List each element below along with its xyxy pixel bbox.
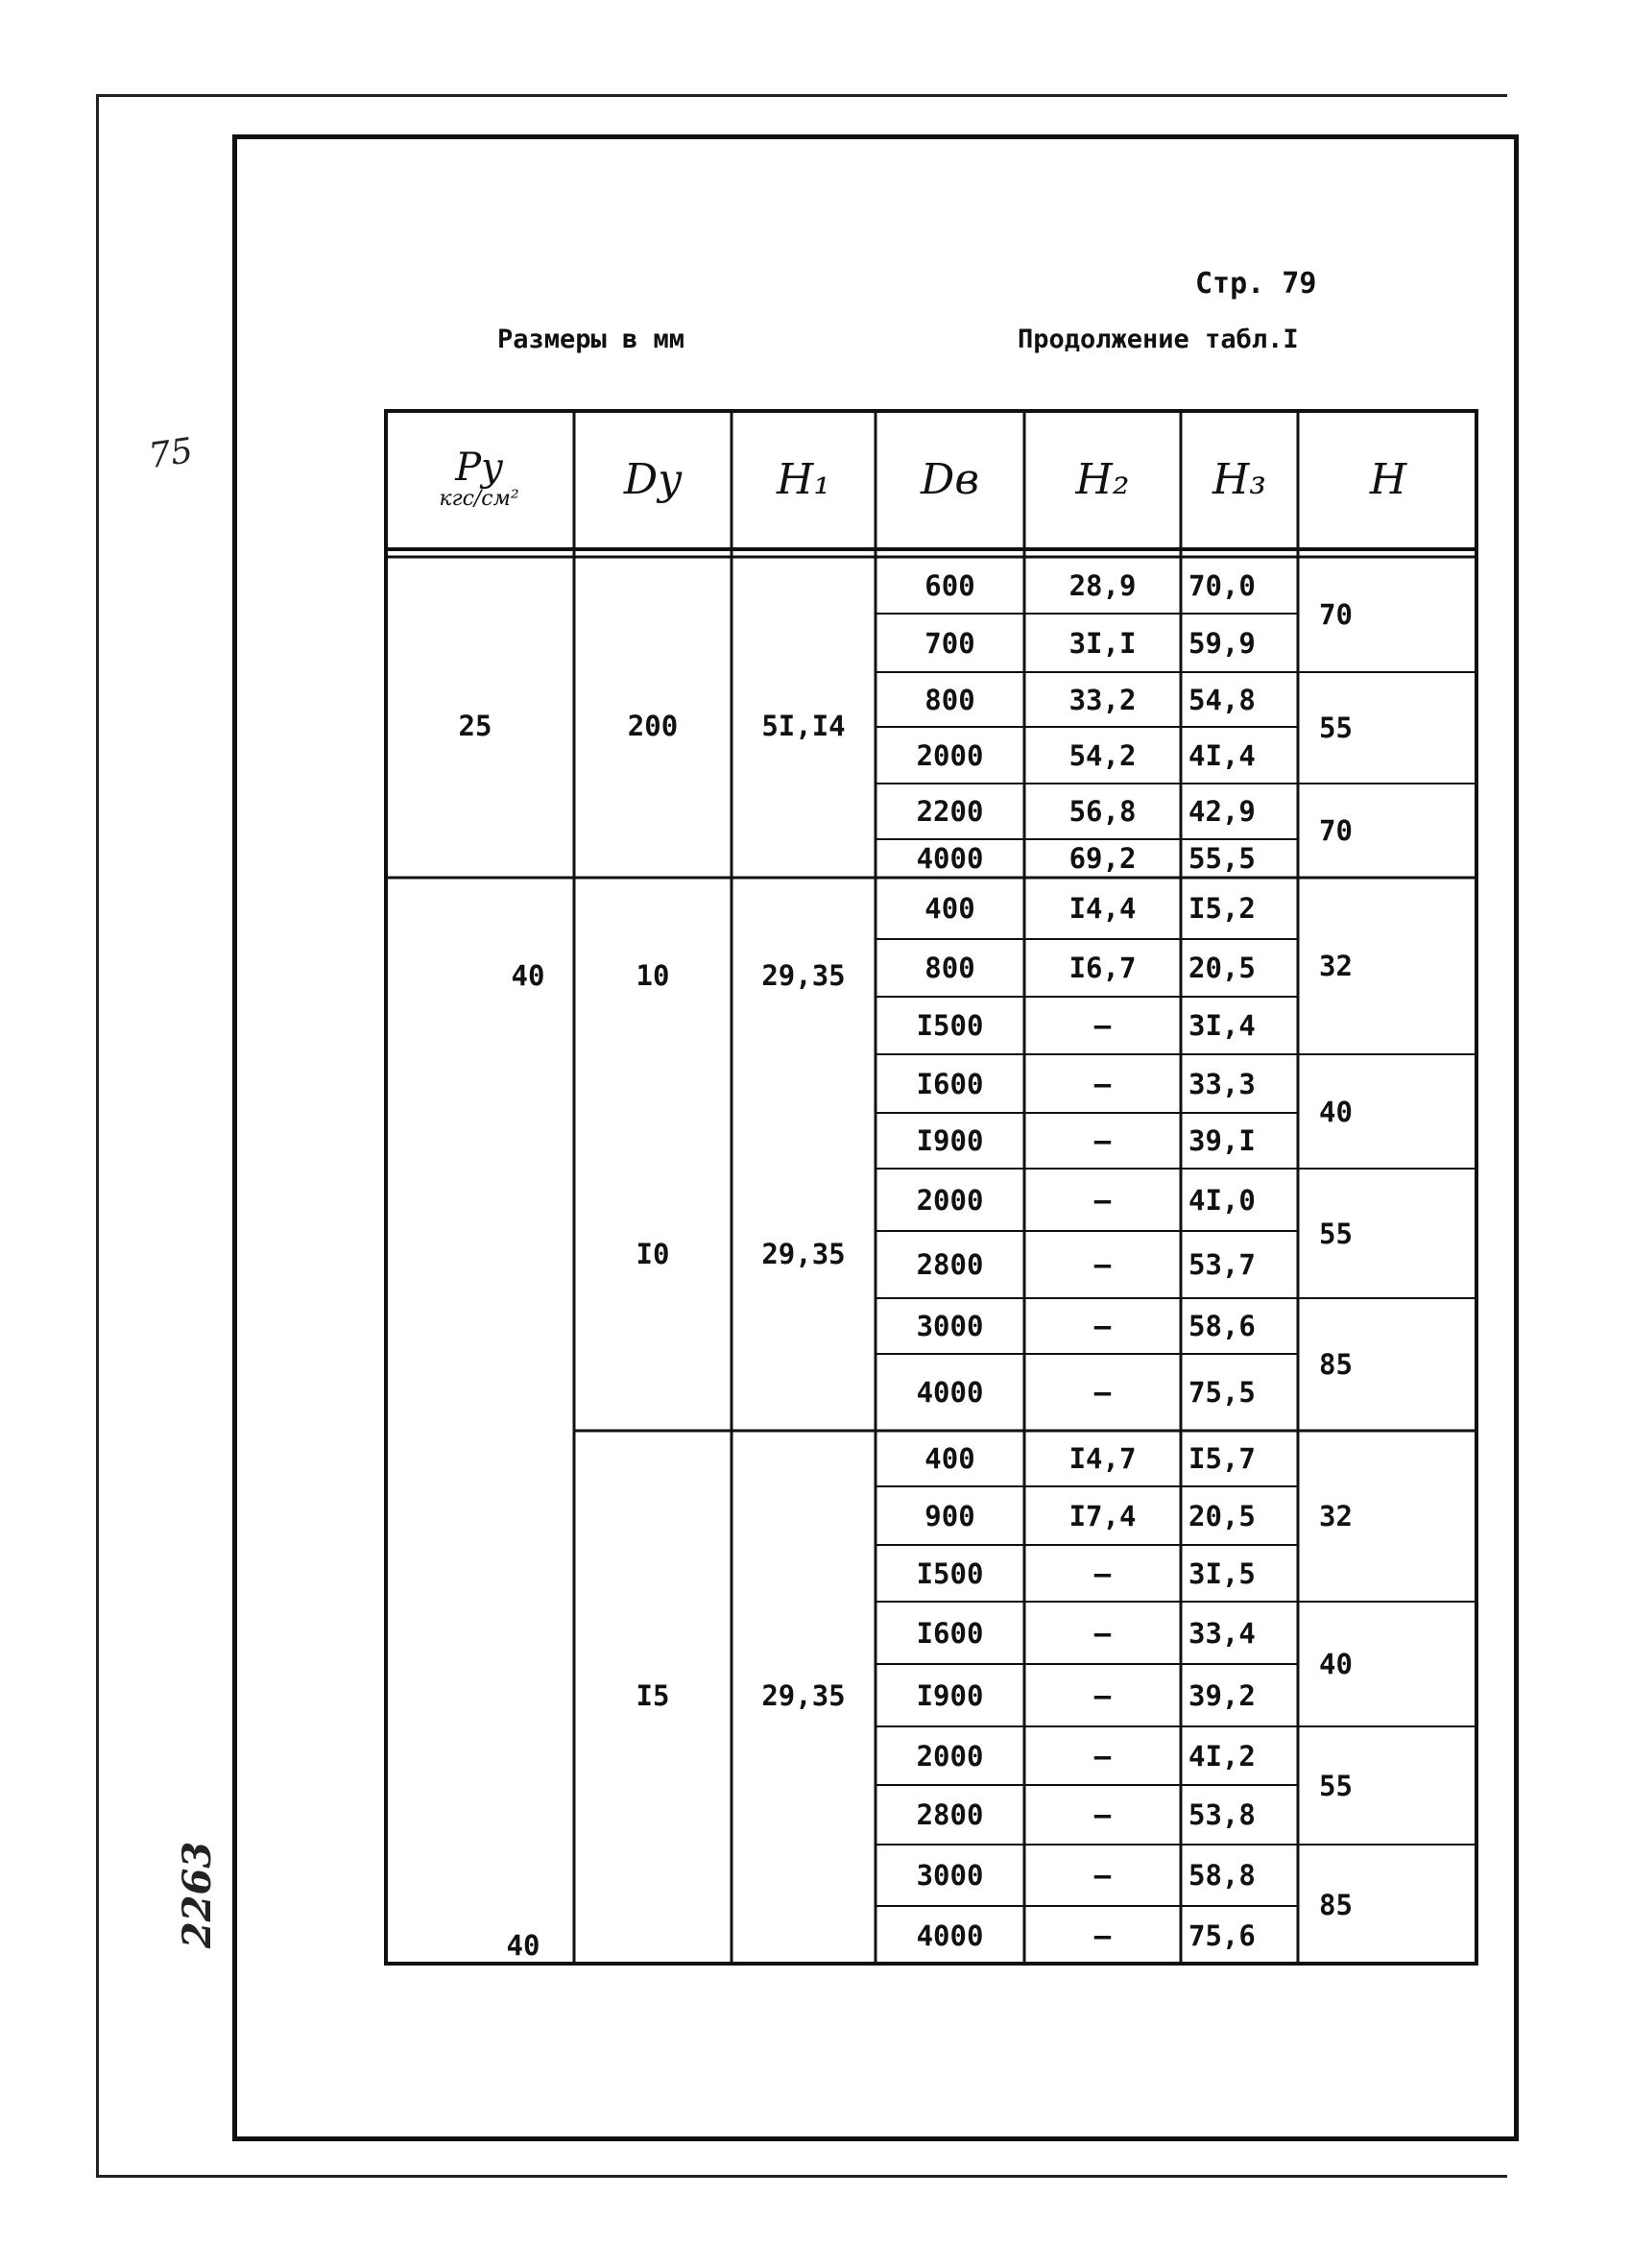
- header-py-unit: кгс/см²: [439, 487, 519, 511]
- cell-db: 2800: [916, 1798, 984, 1831]
- cell-h-group: 85: [1319, 1348, 1353, 1381]
- cell-db: 2000: [916, 1183, 984, 1217]
- cell-h3: 54,8: [1188, 683, 1256, 716]
- cell-h3: 59,9: [1188, 626, 1256, 660]
- cell-h2: –: [1093, 1918, 1112, 1952]
- cell-h2: I4,7: [1068, 1442, 1137, 1475]
- cell-h2: –: [1093, 1248, 1112, 1281]
- dy-value-1: 200: [627, 710, 679, 742]
- header-h: H: [1369, 454, 1407, 504]
- header-dy: Dy: [623, 454, 683, 504]
- margin-note-top: 75: [146, 431, 196, 476]
- cell-h3: 53,8: [1188, 1798, 1256, 1831]
- cell-db: 3000: [916, 1310, 984, 1342]
- cell-h2: –: [1093, 1009, 1112, 1042]
- cell-h3: 33,4: [1188, 1616, 1256, 1650]
- header-db: Dв: [921, 454, 979, 504]
- cell-h2: 54,2: [1068, 738, 1137, 772]
- cell-h2: I7,4: [1068, 1499, 1137, 1532]
- cell-h-group: 55: [1319, 1769, 1353, 1802]
- cell-h3: I5,2: [1188, 892, 1256, 925]
- py-value-2: 40: [511, 959, 545, 992]
- cell-h3: 58,6: [1188, 1310, 1256, 1342]
- cell-db: 4000: [916, 842, 984, 875]
- cell-h2: –: [1093, 1310, 1112, 1342]
- cell-db: 600: [924, 568, 975, 602]
- cell-db: I900: [916, 1124, 984, 1157]
- h1-value-4: 29,35: [761, 1679, 846, 1712]
- cell-h2: –: [1093, 1798, 1112, 1831]
- cell-h3: 20,5: [1188, 952, 1256, 984]
- cell-h2: –: [1093, 1556, 1112, 1590]
- page-number: Стр. 79: [1195, 267, 1317, 301]
- cell-h2: 56,8: [1068, 795, 1137, 828]
- cell-h-group: 32: [1319, 950, 1353, 982]
- cell-db: 2000: [916, 738, 984, 772]
- cell-h3: 3I,5: [1188, 1556, 1256, 1590]
- cell-db: I600: [916, 1616, 984, 1650]
- cell-db: 4000: [916, 1918, 984, 1952]
- cell-h2: –: [1093, 1183, 1112, 1217]
- table-continuation-title: Продолжение табл.I: [1018, 325, 1299, 354]
- cell-db: 4000: [916, 1376, 984, 1409]
- h1-value-3: 29,35: [761, 1238, 846, 1270]
- cell-h3: 4I,0: [1188, 1183, 1256, 1217]
- cell-h2: –: [1093, 1739, 1112, 1773]
- cell-h-group: 40: [1319, 1648, 1353, 1680]
- cell-db: I600: [916, 1067, 984, 1100]
- dy-value-3: I0: [636, 1238, 670, 1270]
- cell-h-group: 55: [1319, 1217, 1353, 1250]
- header-h2: H₂: [1075, 454, 1130, 504]
- cell-h2: –: [1093, 1067, 1112, 1100]
- dy-value-2: 10: [636, 959, 670, 992]
- cell-db: 2200: [916, 795, 984, 828]
- cell-h3: 39,I: [1188, 1124, 1256, 1157]
- cell-h2: I6,7: [1068, 952, 1137, 984]
- cell-db: 2000: [916, 1739, 984, 1773]
- h1-value-1: 5I,I4: [761, 710, 846, 742]
- cell-h2: –: [1093, 1616, 1112, 1650]
- dimensions-table: [384, 409, 1478, 1969]
- header-py: [384, 409, 574, 549]
- cell-h2: –: [1093, 1678, 1112, 1712]
- cell-db: I500: [916, 1009, 984, 1042]
- cell-h3: 42,9: [1188, 795, 1256, 828]
- cell-h3: I5,7: [1188, 1442, 1256, 1475]
- cell-db: 800: [924, 952, 975, 984]
- py-value-1: 25: [458, 710, 492, 742]
- cell-h-group: 32: [1319, 1500, 1353, 1532]
- cell-h3: 4I,4: [1188, 738, 1256, 772]
- cell-h-group: 70: [1319, 598, 1353, 631]
- cell-h-group: 85: [1319, 1888, 1353, 1921]
- cell-h2: 33,2: [1068, 683, 1137, 716]
- cell-db: 2800: [916, 1248, 984, 1281]
- cell-h2: –: [1093, 1124, 1112, 1157]
- py-value-3: 40: [506, 1929, 540, 1962]
- cell-h-group: 70: [1319, 814, 1353, 847]
- cell-h2: 3I,I: [1068, 626, 1137, 660]
- header-h1: H₁: [776, 454, 830, 504]
- units-note: Размеры в мм: [497, 325, 685, 354]
- cell-h2: –: [1093, 1376, 1112, 1409]
- cell-h3: 39,2: [1188, 1678, 1256, 1712]
- cell-h2: 28,9: [1068, 568, 1137, 602]
- header-py-symbol: Py: [455, 446, 503, 490]
- cell-h3: 75,5: [1188, 1376, 1256, 1409]
- cell-h3: 3I,4: [1188, 1009, 1256, 1042]
- cell-h3: 53,7: [1188, 1248, 1256, 1281]
- cell-h3: 20,5: [1188, 1499, 1256, 1532]
- cell-db: 400: [924, 892, 975, 925]
- margin-note-side: 2263: [175, 1841, 221, 1949]
- cell-db: I900: [916, 1678, 984, 1712]
- cell-db: 800: [924, 683, 975, 716]
- cell-db: I500: [916, 1556, 984, 1590]
- cell-h2: 69,2: [1068, 842, 1137, 875]
- cell-h-group: 40: [1319, 1095, 1353, 1128]
- cell-h3: 55,5: [1188, 842, 1256, 875]
- cell-h3: 58,8: [1188, 1859, 1256, 1892]
- cell-h2: I4,4: [1068, 892, 1137, 925]
- header-h3: H₃: [1212, 454, 1266, 504]
- cell-h3: 70,0: [1188, 568, 1256, 602]
- cell-h3: 75,6: [1188, 1918, 1256, 1952]
- cell-h2: –: [1093, 1859, 1112, 1892]
- cell-db: 900: [924, 1499, 975, 1532]
- cell-h3: 4I,2: [1188, 1739, 1256, 1773]
- cell-db: 400: [924, 1442, 975, 1475]
- dy-value-4: I5: [636, 1679, 670, 1712]
- cell-h3: 33,3: [1188, 1067, 1256, 1100]
- cell-db: 700: [924, 626, 975, 660]
- cell-db: 3000: [916, 1859, 984, 1892]
- h1-value-2: 29,35: [761, 959, 846, 992]
- cell-h-group: 55: [1319, 712, 1353, 744]
